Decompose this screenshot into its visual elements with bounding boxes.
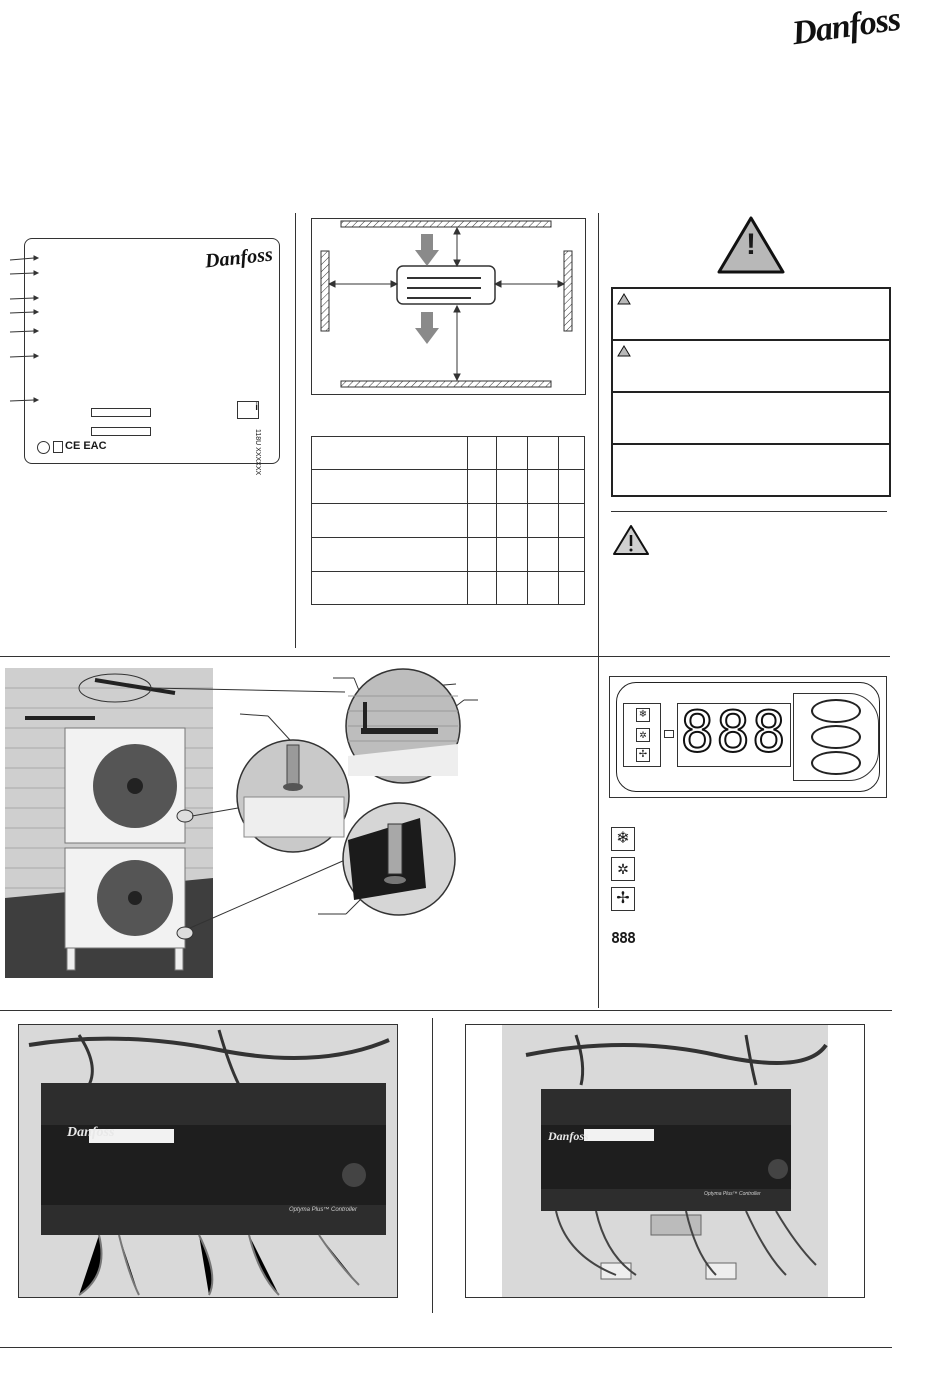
display-dot-indicator [664, 730, 674, 738]
controller-photo-left-image [19, 1025, 397, 1297]
table-row [312, 572, 585, 605]
display-defrost-icon: ✲ [636, 728, 650, 742]
digit-display [677, 700, 791, 767]
divider-vertical-1 [295, 213, 296, 648]
digit-readout: 888 [680, 700, 788, 765]
controller-right-product: Optyma Plus™ Controller [704, 1191, 761, 1197]
divider-vertical-3 [432, 1018, 433, 1313]
clearance-diagram-drawing [311, 218, 584, 393]
legend-defrost-icon: ✲ [611, 857, 635, 881]
controller-right-brand: Danfoss [548, 1129, 589, 1143]
small-warning-icon [617, 293, 631, 305]
recycle-icon [37, 441, 50, 454]
display-bezel [616, 682, 880, 792]
small-warning-icon [617, 345, 631, 357]
weee-bin-icon [53, 441, 63, 453]
bracket-detail-view [343, 666, 463, 786]
controller-photo-left [18, 1024, 398, 1298]
warning-row [613, 289, 889, 341]
nameplate-serial: 118U XXXXXX [254, 429, 261, 476]
nameplate-label [24, 238, 280, 476]
warning-table [611, 287, 891, 497]
controller-photo-right-image [466, 1025, 864, 1297]
caution-icon [612, 524, 650, 556]
controller-photo-right [465, 1024, 865, 1298]
clearance-table [311, 436, 585, 605]
middle-button[interactable] [811, 725, 861, 749]
danfoss-logo [790, 1, 902, 54]
table-row [312, 470, 585, 504]
bolt-detail-view-upper [234, 737, 352, 855]
nameplate-pointer-arrows [2, 250, 42, 420]
manual-icon: i [237, 401, 259, 419]
warning-row [613, 393, 889, 445]
display-fan-icon: ✢ [636, 748, 650, 762]
warning-row [613, 445, 889, 497]
down-button[interactable] [811, 751, 861, 775]
divider-horizontal-2 [0, 1010, 892, 1011]
nameplate-logo: Danfoss [203, 243, 274, 273]
bolt-detail-view-lower [340, 800, 458, 918]
controller-left-product: Optyma Plus™ Controller [289, 1207, 358, 1213]
up-button[interactable] [811, 699, 861, 723]
table-row [312, 538, 585, 572]
warning-rule [611, 511, 887, 512]
display-snowflake-icon: ❄ [636, 708, 650, 722]
warning-row [613, 341, 889, 393]
cert-marks: CE EAC [65, 440, 107, 452]
legend-digits-symbol: 888 [611, 929, 636, 947]
table-row [312, 504, 585, 538]
warning-triangle-symbol: ! [746, 228, 756, 261]
nameplate-box-2 [91, 427, 151, 436]
controller-left-brand: Danfoss [67, 1125, 115, 1140]
display-icon-column [623, 703, 661, 767]
danfoss-logo-text: Danfoss [789, 0, 903, 53]
legend-fan-icon: ✢ [611, 887, 635, 911]
divider-horizontal-1 [0, 656, 890, 657]
table-row [312, 437, 585, 470]
nameplate-box-1 [91, 408, 151, 417]
footer-rule [0, 1347, 892, 1348]
legend-snowflake-icon: ❄ [611, 827, 635, 851]
